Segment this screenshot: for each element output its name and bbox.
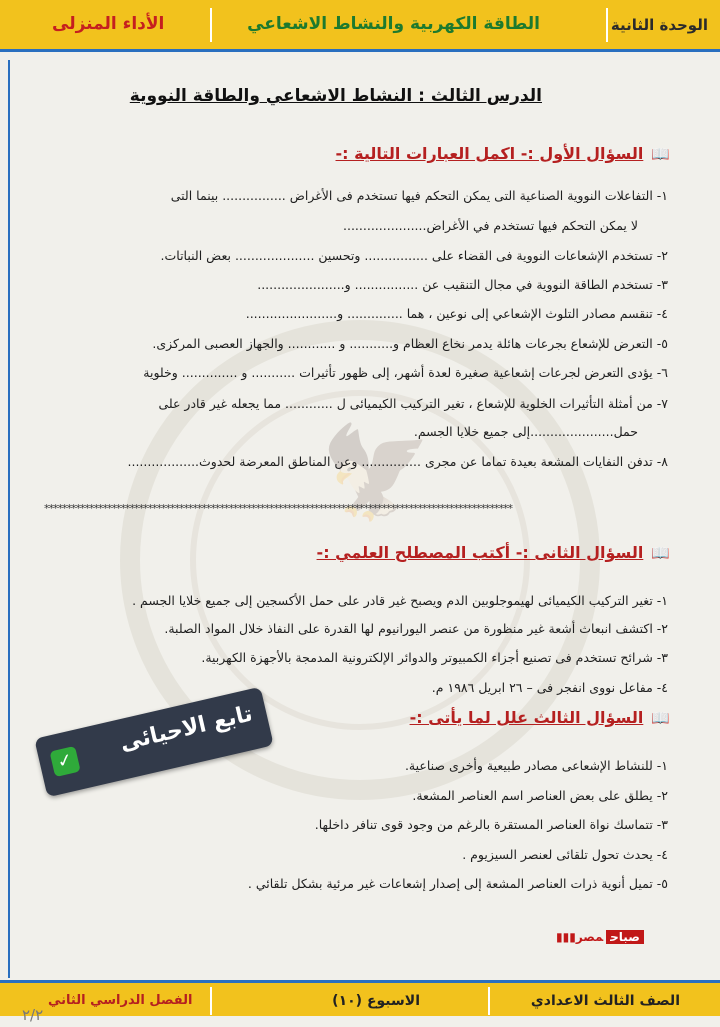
question-3-heading [410, 708, 670, 727]
term-label: الفصل الدراسي الثاني [48, 993, 193, 1008]
header-bar [0, 0, 720, 52]
q1-line-2: لا يمكن التحكم فيها تستخدم في الأغراض..................... [343, 218, 638, 233]
continue-badge [34, 687, 274, 798]
header-divider [210, 8, 212, 42]
q2-line-4: ٤- مفاعل نووى انفجر فى – ٢٦ ابريل ١٩٨٦ م. [431, 680, 668, 695]
left-border-line [8, 60, 10, 978]
check-icon: ✓ [50, 746, 81, 777]
continue-badge-text: تابع الاحيائى [117, 701, 255, 757]
q3-line-3: ٣- تتماسك نواة العناصر المستقرة بالرغم من وجود قوى تنافر داخلها. [314, 817, 668, 832]
site-logo: ▮▮▮ صباحمصر [556, 930, 647, 944]
q3-line-1: ١- للنشاط الإشعاعى مصادر طبيعية وأخرى صناعية. [404, 758, 668, 773]
q1-line-10: ٨- تدفن النفايات المشعة بعيدة تماما عن مجرى ............... وعن المناطق المعرضة لحدوث.................. [127, 454, 668, 469]
question-3-heading-text: السؤال الثالث علل لما يأتى :- [409, 708, 644, 727]
logo-part-2: مصر [575, 930, 604, 944]
question-1-heading [336, 144, 671, 163]
q3-line-4: ٤- يحدث تحول تلقائى لعنصر السيزيوم . [462, 847, 668, 862]
q2-line-3: ٣- شرائح تستخدم فى تصنيع أجزاء الكمبيوتر والدوائر الإلكترونية المدمجة بالأجهزة الكهربية. [201, 650, 668, 665]
footer-divider [210, 987, 212, 1015]
book-icon: 📖 [651, 709, 670, 727]
page-number: ٢/٢ [22, 1006, 44, 1024]
homework-label: الأداء المنزلى [52, 14, 165, 34]
lesson-title: الدرس الثالث : النشاط الاشعاعي والطاقة النووية [129, 86, 542, 106]
q1-line-1: ١- التفاعلات النووية الصناعية التى يمكن التحكم فيها تستخدم فى الأغراض ................ بينما التى [170, 188, 668, 203]
header-divider [606, 8, 608, 42]
watermark-eagle-icon: 🦅 [320, 420, 433, 525]
section-divider: ******************************************************************************************************** [44, 502, 512, 515]
book-icon: 📖 [651, 145, 670, 163]
q2-line-2: ٢- اكتشف انبعاث أشعة غير منظورة من عنصر اليورانيوم لها القدرة على النفاذ خلال المواد الصلبة. [164, 621, 668, 636]
question-1-heading-text: السؤال الأول :- اكمل العبارات التالية :- [335, 144, 644, 163]
question-2-heading [317, 543, 670, 562]
grade-label: الصف الثالث الاعدادي [530, 993, 680, 1009]
q1-line-3: ٢- تستخدم الإشعاعات النووية فى القضاء على ................ وتحسين .................... بعض النباتات. [160, 248, 668, 263]
q2-line-1: ١- تغير التركيب الكيميائى لهيموجلوبين الدم ويصبح غير قادر على حمل الأكسجين إلى جميع خلايا الجسم . [132, 593, 668, 608]
q1-line-5: ٤- تنقسم مصادر التلوث الإشعاعي إلى نوعين ، هما .............. و....................... [245, 306, 668, 321]
footer-divider [488, 987, 490, 1015]
unit-label: الوحدة الثانية [610, 16, 708, 34]
week-label: الاسبوع (١٠) [332, 993, 420, 1009]
q1-line-6: ٥- التعرض للإشعاع بجرعات هائلة يدمر نخاع العظام و........... و ............ والجهاز العصبى المركزى. [152, 336, 668, 351]
q1-line-4: ٣- تستخدم الطاقة النووية في مجال التنقيب عن ................ و...................... [257, 277, 668, 292]
q1-line-9: حمل.....................إلى جميع خلايا الجسم. [413, 424, 638, 439]
footer-bar [0, 980, 720, 1016]
q3-line-2: ٢- يطلق على بعض العناصر اسم العناصر المشعة. [412, 788, 668, 803]
logo-part-1: صباح [606, 930, 644, 944]
book-icon: 📖 [651, 544, 670, 562]
question-2-heading-text: السؤال الثانى :- أكتب المصطلح العلمي :- [316, 543, 644, 562]
q1-line-8: ٧- من أمثلة التأثيرات الخلوية للإشعاع ، تغير التركيب الكيميائى ل ............ مما يجعله غير قادر على [158, 396, 668, 411]
q1-line-7: ٦- يؤدى التعرض لجرعات إشعاعية صغيرة لعدة أشهر، إلى ظهور تأثيرات ........... و .............. وخلوية [143, 365, 668, 380]
q3-line-5: ٥- تميل أنوية ذرات العناصر المشعة إلى إصدار إشعاعات غير مرئية بشكل تلقائي . [247, 876, 668, 891]
header-title: الطاقة الكهربية والنشاط الاشعاعي [247, 14, 540, 34]
